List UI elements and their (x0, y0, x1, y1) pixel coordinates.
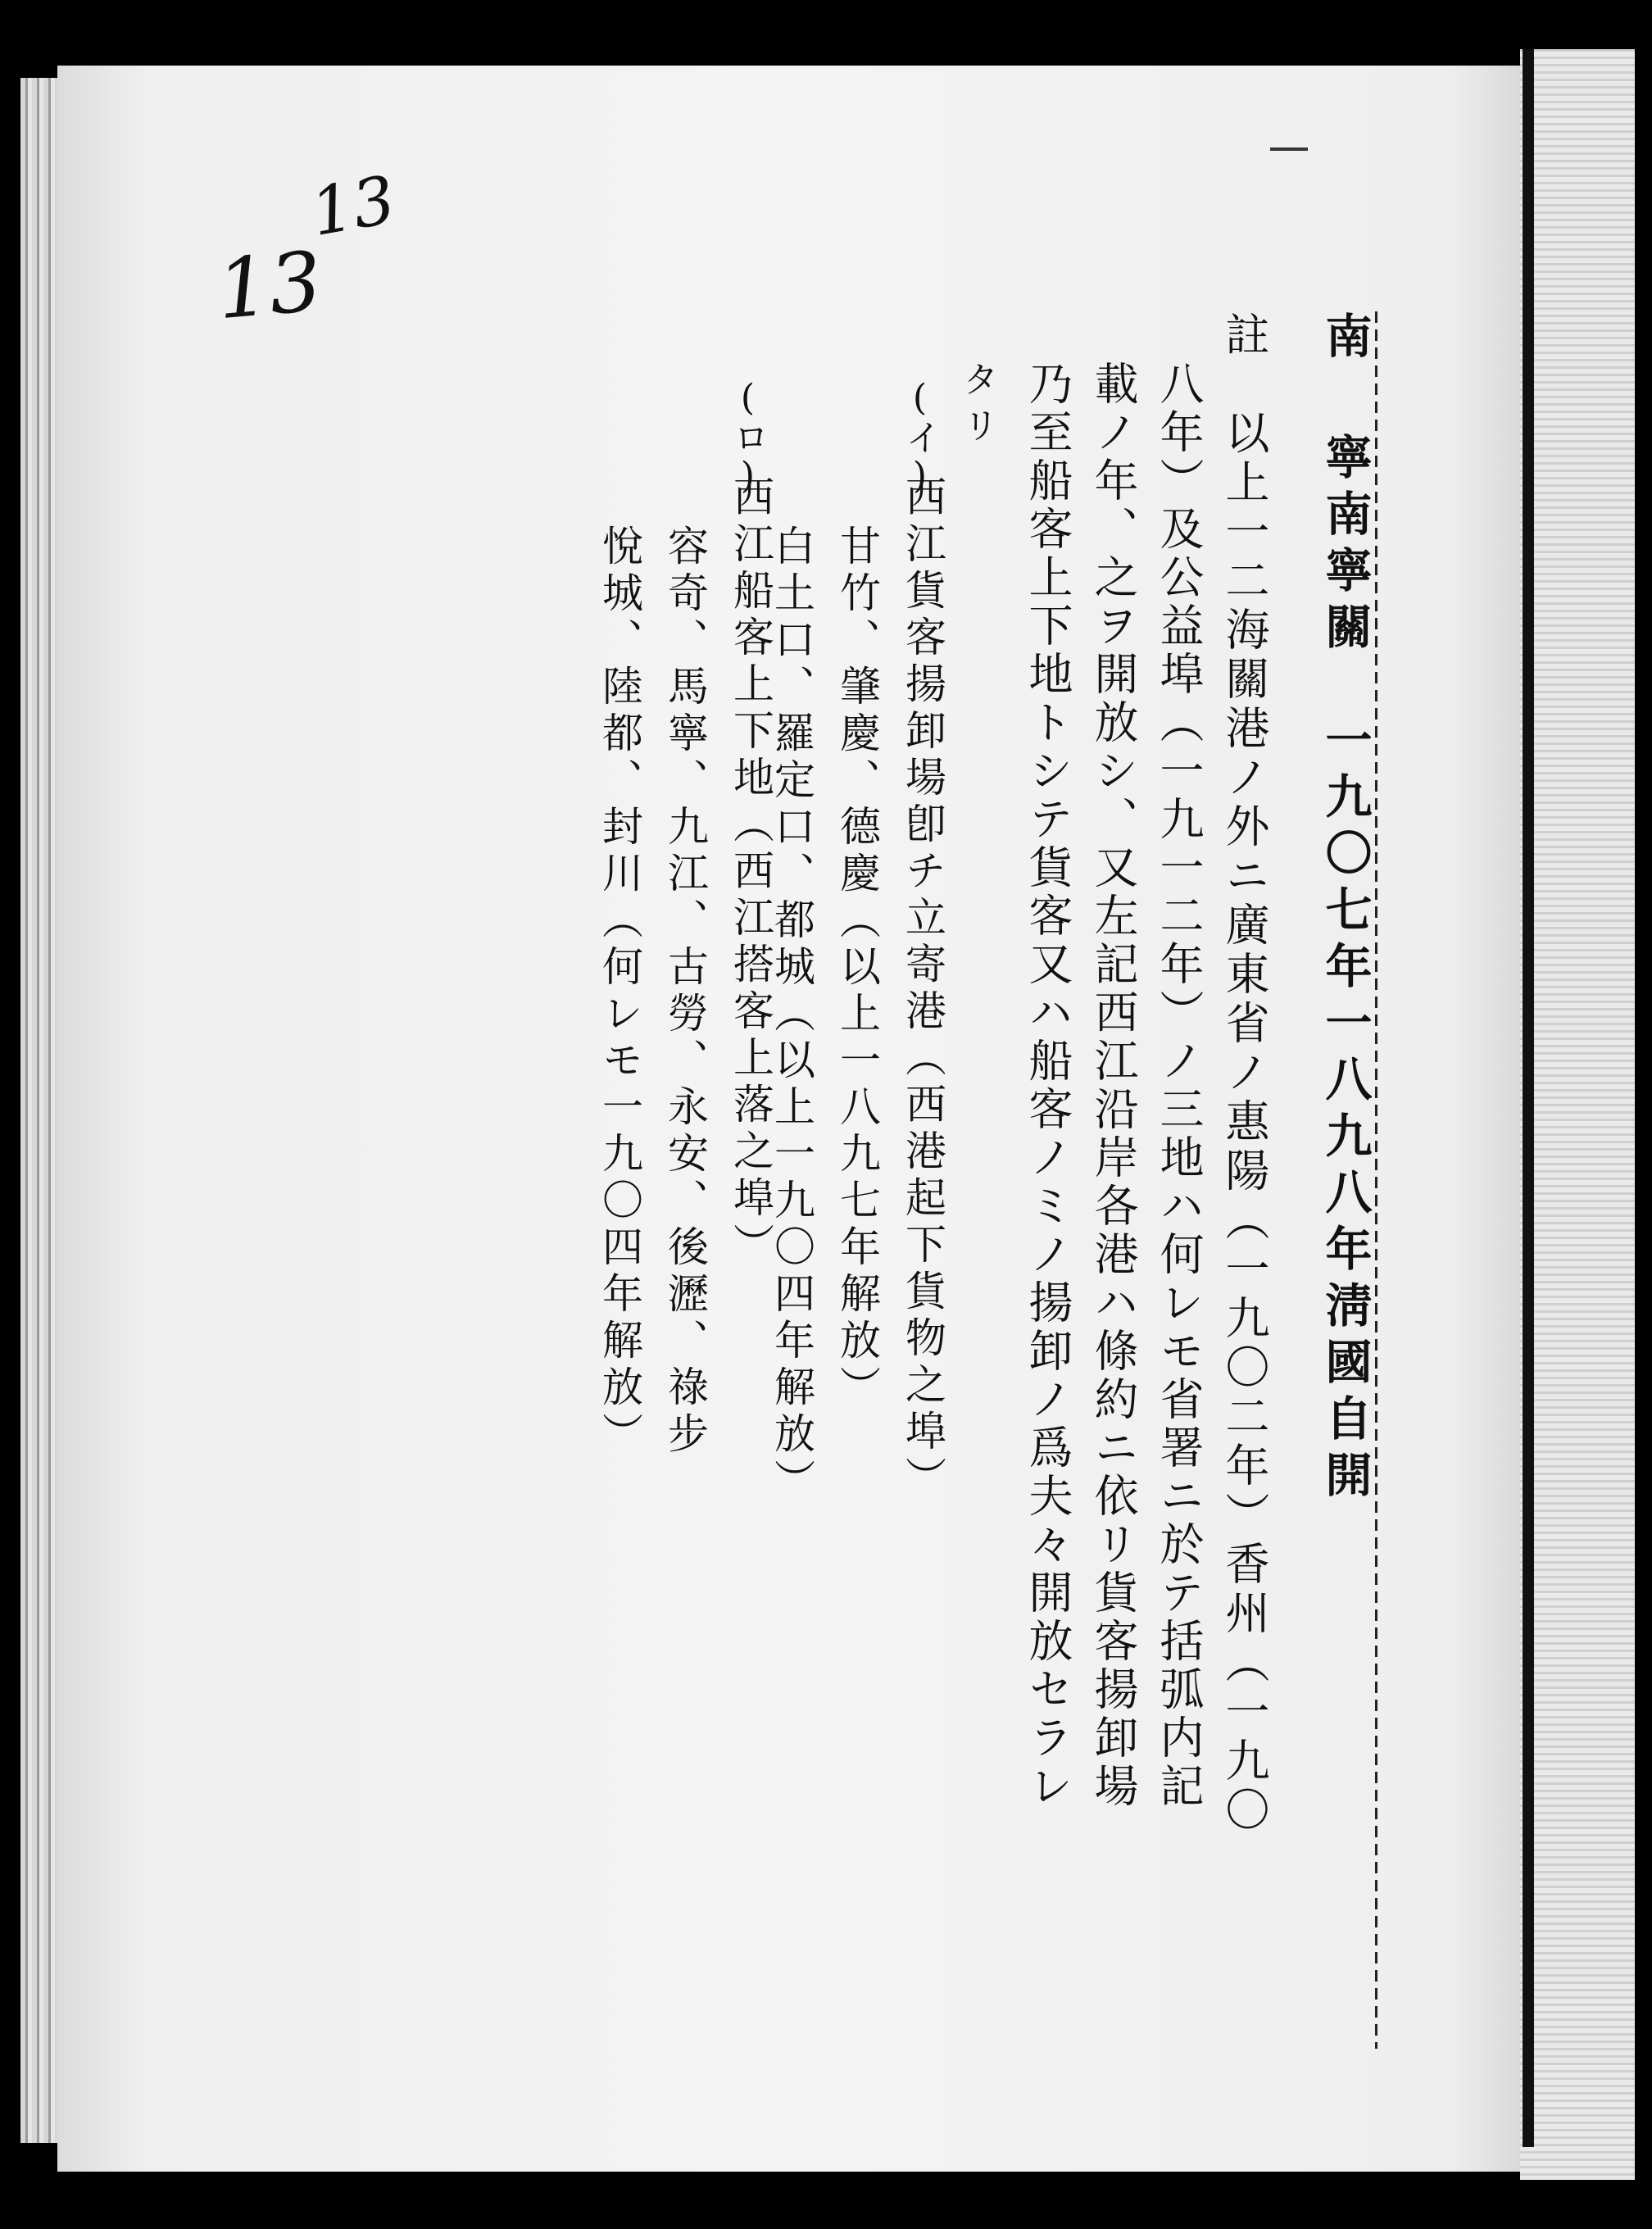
item-ro-line-2: 容奇、馬寧、九江、古勞、永安、後瀝、祿步 (661, 524, 709, 1459)
item-ro-line-3: 悅城、陸都、封川（何レモ一九〇四年解放） (596, 524, 643, 1459)
page-heading: 南 寧南寧關 一九〇七年一八九八年淸國自開 (1318, 311, 1373, 1507)
item-i-mark: (イ) (899, 377, 941, 497)
note-line-5: タリ (956, 361, 998, 452)
item-ro-mark: (ロ) (727, 377, 769, 497)
item-i-line-3: 白土口、羅定口、都城（以上一九〇四年解放） (768, 524, 815, 1505)
item-i-line-1: 西江貨客揚卸場卽チ立寄港（西港起下貨物之埠） (899, 475, 946, 1503)
note-label: 註 (1219, 311, 1270, 361)
item-ro-line-1: 西江船客上下地（西江搭客上落之埠） (727, 475, 774, 1269)
item-i-line-2: 甘竹、肇慶、德慶（以上一八九七年解放） (833, 524, 881, 1412)
note-line-2: 八年）及公益埠（一九一二年）ノ三地ハ何レモ省署ニ於テ括弧内記 (1153, 361, 1205, 1811)
binding-shadow (1523, 49, 1534, 2147)
note-line-1: 註 以上一二海關港ノ外ニ廣東省ノ惠陽（一九〇二年）香州（一九〇 (1219, 311, 1270, 1836)
margin-mark (1270, 148, 1308, 151)
handwritten-page-number: 13 (305, 161, 402, 252)
facing-page-strip (1520, 49, 1635, 2180)
handwritten-page-number-2: 13 (213, 233, 326, 338)
note-line-4: 乃至船客上下地トシテ貨客又ハ船客ノミノ揚卸ノ爲夫々開放セラレ (1022, 361, 1073, 1811)
note-line-3: 載ノ年、之ヲ開放シ、又左記西江沿岸各港ハ條約ニ依リ貨客揚卸場 (1087, 361, 1139, 1811)
